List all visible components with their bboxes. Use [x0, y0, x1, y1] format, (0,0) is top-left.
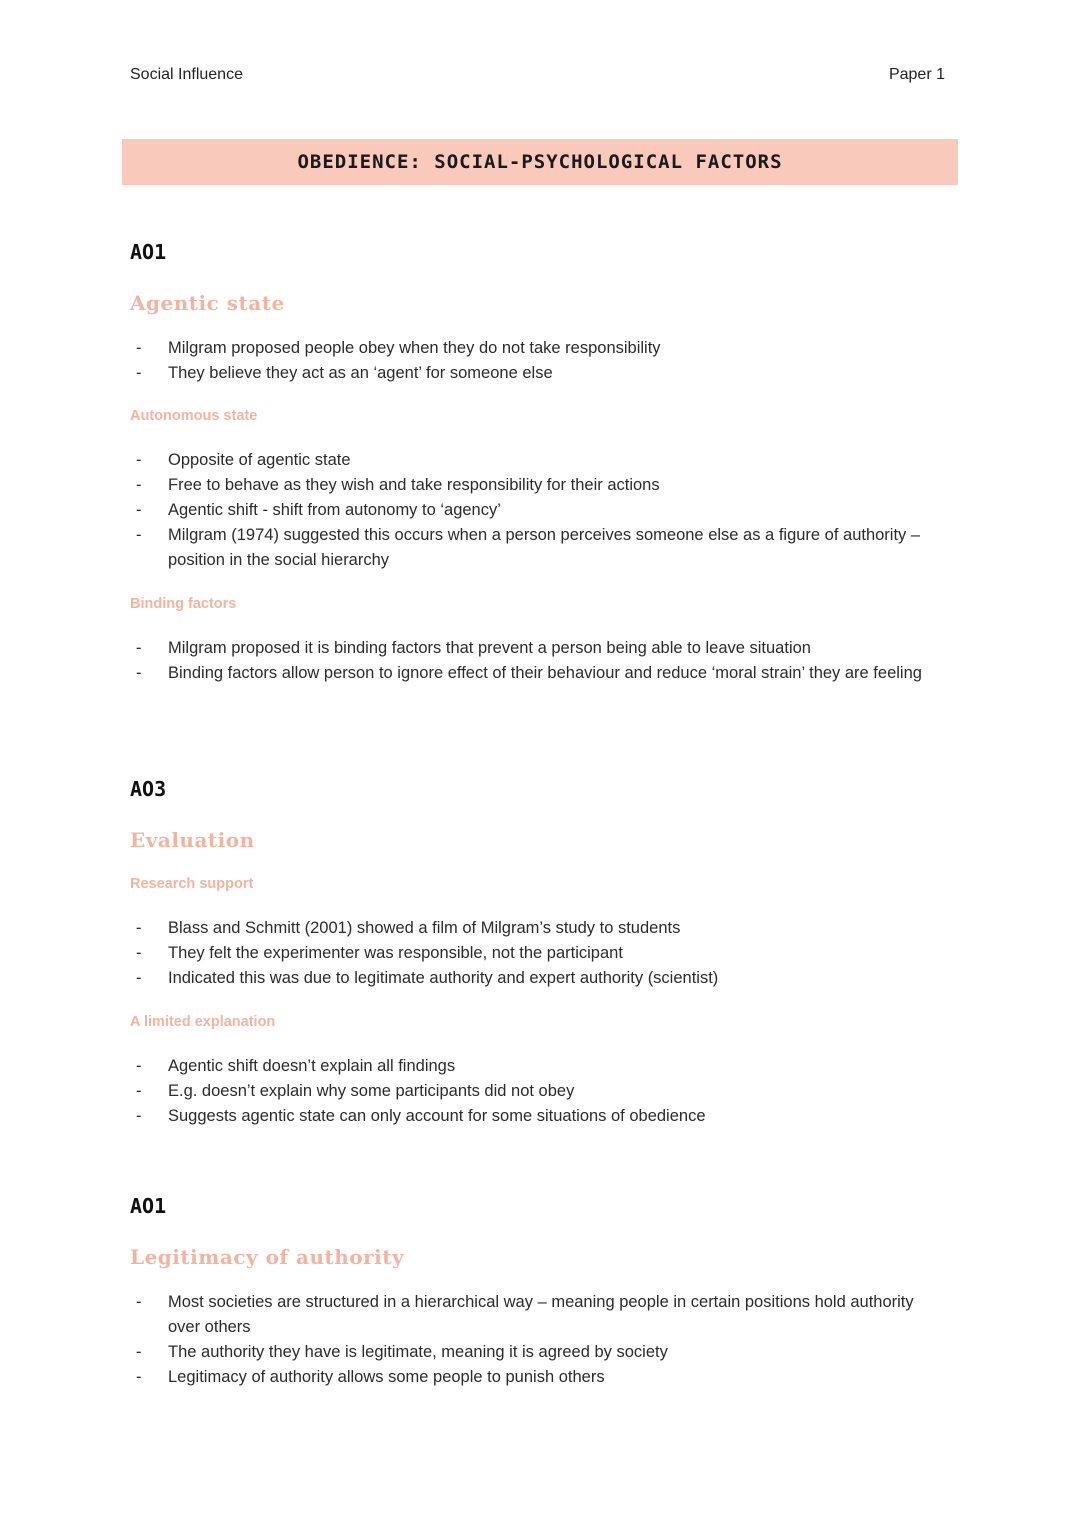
list-item: - Legitimacy of authority allows some people to punish others [136, 1368, 605, 1386]
ao1-label-second: AO1 [130, 1194, 167, 1218]
autonomous-state-heading: Autonomous state [130, 408, 258, 424]
list-item: - Most societies are structured in a hierarchical way – meaning people in certain positions hold authority over others [136, 1293, 914, 1336]
list-item: - Suggests agentic state can only account for some situations of obedience [136, 1107, 706, 1125]
list-item: - They felt the experimenter was responsible, not the participant [136, 944, 623, 962]
list-item: - They believe they act as an ‘agent’ for someone else [136, 364, 553, 382]
list-item: - Blass and Schmitt (2001) showed a film of Milgram’s study to students [136, 919, 681, 937]
list-item: - Milgram proposed it is binding factors that prevent a person being able to leave situation [136, 639, 811, 657]
legitimacy-heading: Legitimacy of authority [130, 1245, 405, 1269]
ao3-label: AO3 [130, 777, 167, 801]
page-title: OBEDIENCE: SOCIAL-PSYCHOLOGICAL FACTORS [297, 151, 783, 173]
agentic-state-heading: Agentic state [130, 291, 285, 315]
binding-factors-heading: Binding factors [130, 596, 237, 612]
list-item: - Agentic shift - shift from autonomy to ‘agency’ [136, 501, 501, 519]
header-subject: Social Influence [130, 66, 243, 83]
list-item: - The authority they have is legitimate, meaning it is agreed by society [136, 1343, 668, 1361]
autonomous-state-list [130, 448, 930, 573]
research-support-heading: Research support [130, 876, 254, 892]
list-item: - Binding factors allow person to ignore effect of their behaviour and reduce ‘moral strain’ they are feeling [136, 664, 922, 682]
list-item: - E.g. doesn’t explain why some participants did not obey [136, 1082, 575, 1100]
limited-explanation-list [130, 1054, 930, 1129]
list-item: - Agentic shift doesn’t explain all findings [136, 1057, 456, 1075]
list-item: - Indicated this was due to legitimate authority and expert authority (scientist) [136, 969, 719, 987]
agentic-state-list [130, 336, 930, 386]
list-item: - Opposite of agentic state [136, 451, 351, 469]
ao1-label: AO1 [130, 240, 167, 264]
list-item: - Milgram proposed people obey when they do not take responsibility [136, 339, 661, 357]
title-banner [122, 139, 958, 185]
list-item: - Free to behave as they wish and take responsibility for their actions [136, 476, 660, 494]
limited-explanation-heading: A limited explanation [130, 1014, 276, 1030]
header-paper: Paper 1 [888, 66, 945, 83]
list-item: - Milgram (1974) suggested this occurs when a person perceives someone else as a figure of authority – position in the social hierarchy [136, 526, 921, 569]
legitimacy-list [130, 1290, 930, 1390]
binding-factors-list [130, 636, 930, 686]
evaluation-heading: Evaluation [130, 828, 255, 852]
research-support-list [130, 916, 930, 991]
